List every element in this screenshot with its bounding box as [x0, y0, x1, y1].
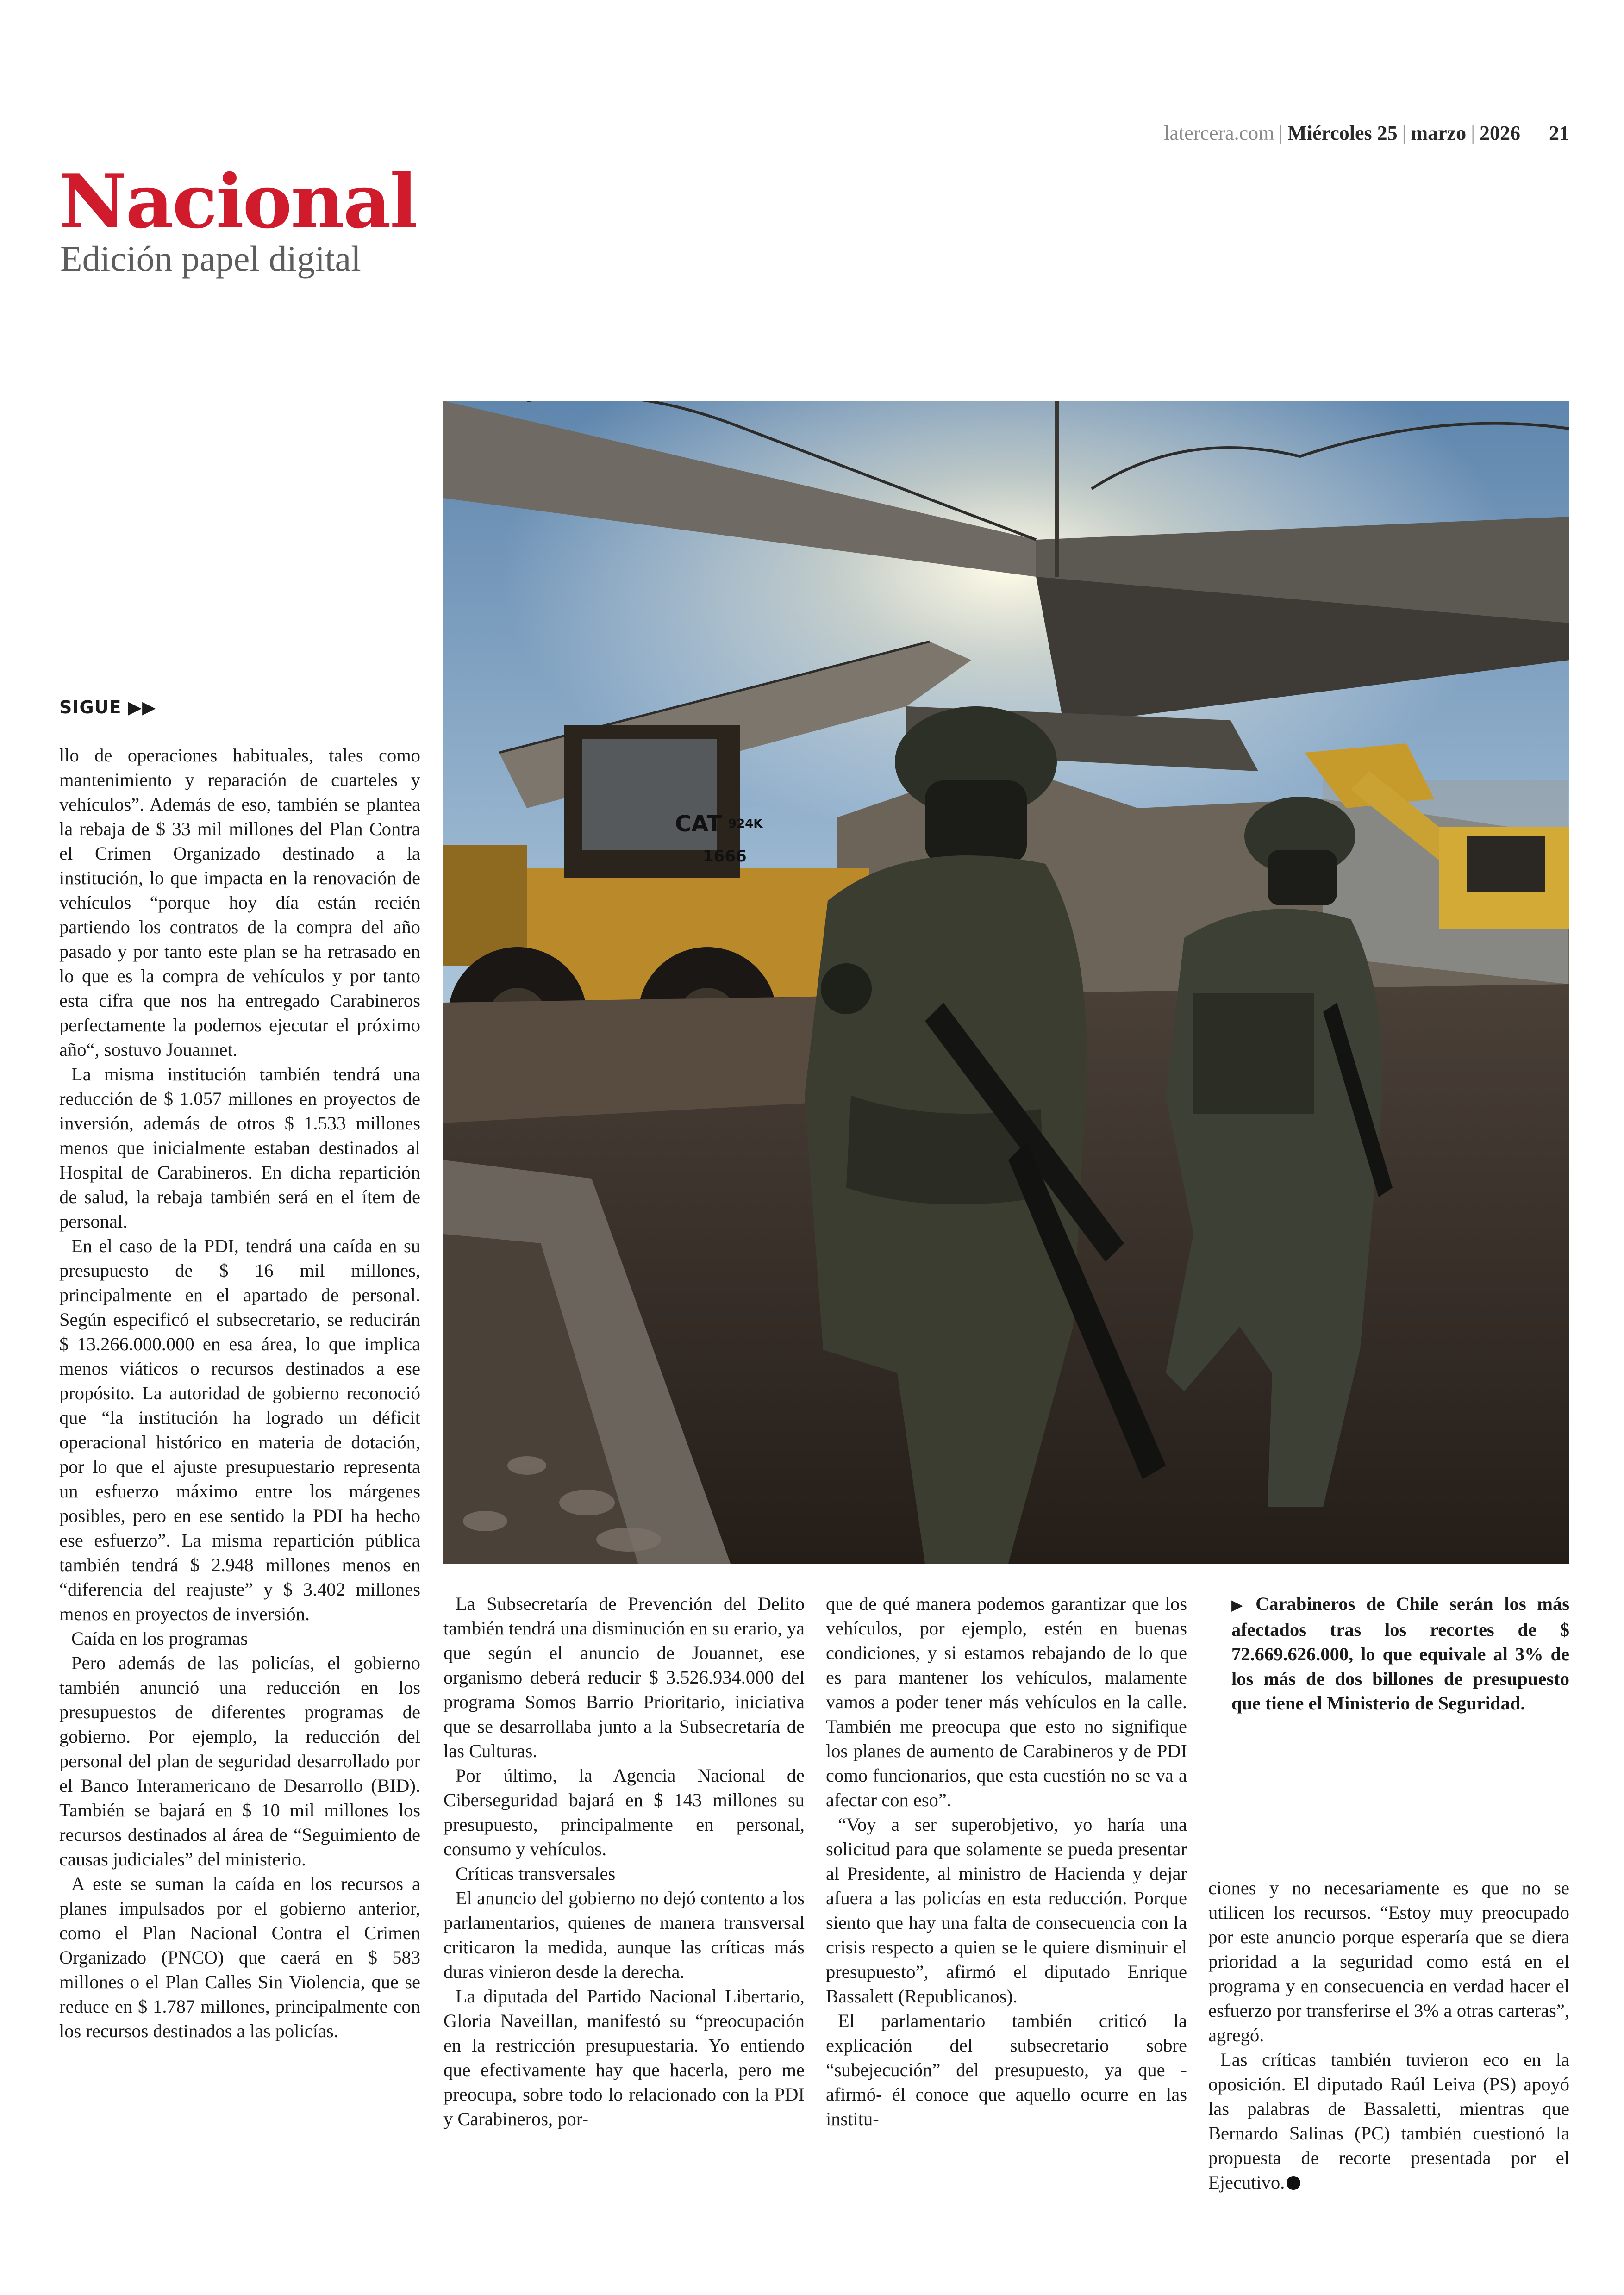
paragraph: El anuncio del gobierno no dejó contento a los parlamentarios, quienes de manera transversal criticaron la medida, aunque las críticas más duras vinieron desde la derecha. — [443, 1888, 805, 1982]
page-number: 21 — [1549, 122, 1569, 144]
page-header: latercera.com | Miércoles 25 | marzo | 2026 21 — [1164, 122, 1569, 144]
caption-arrow-icon: ▶ — [1231, 1596, 1249, 1614]
section-title: Nacional — [59, 158, 417, 245]
subheading: Críticas transversales — [456, 1863, 616, 1884]
loader-number: 1666 — [703, 847, 747, 866]
loader-model: 924K — [728, 817, 763, 831]
paragraph: En el caso de la PDI, tendrá una caída en su presupuesto de $ 16 mil millones, principalmente en el apartado de personal. Según especificó el subsecretario, se reducirán $ 13.266.000.000 en esa área, lo que implica menos viáticos o recursos destinados a ese propósito. La autoridad de gobierno reconoció que “la institución ha logrado un déficit operacional histórico en materia de dotación, por lo que el ajuste presupuestario representa un esfuerzo máximo entre los márgenes posibles, pero en ese sentido la PDI ha hecho ese esfuerzo”. La misma repartición pública también tendrá $ 2.948 millones menos en “diferencia del reajuste” y $ 3.402 millones menos en proyectos de inversión. — [59, 1235, 420, 1624]
end-of-article-icon — [1287, 2176, 1300, 2190]
paragraph: A este se suman la caída en los recursos a planes impulsados por el gobierno anterior, como el Plan Nacional Contra el Crimen Organizado (PNCO) que caerá en $ 583 millones o el Plan Calles Sin Violencia, que se reduce en $ 1.787 millones, principalmente con los recursos destinados a las policías. — [59, 1873, 420, 2041]
header-year: 2026 — [1480, 122, 1520, 144]
article-column-1 — [59, 743, 420, 2043]
site-name: latercera.com — [1164, 122, 1274, 144]
paragraph: que de qué manera podemos garantizar que los vehículos, por ejemplo, estén en buenas condiciones, y si estamos rebajando de lo que es para mantener los vehículos, malamente vamos a poder tener más vehículos en la calle. También me preocupa que esto no signifique los planes de aumento de Carabineros y de PDI como funcionarios, que esta cuestión no se va a afectar con eso”. — [826, 1593, 1187, 1810]
paragraph: “Voy a ser superobjetivo, yo haría una solicitud para que solamente se pueda presentar al Presidente, al ministro de Hacienda y dejar afuera a las policías en esta reducción. Porque siento que hay una falta de consecuencia con la crisis respecto a quien se le quiere disminuir el presupuesto”, afirmó el diputado Enrique Bassalett (Republicanos). — [826, 1814, 1187, 2007]
paragraph — [1208, 2047, 1569, 2195]
edition-subtitle: Edición papel digital — [60, 238, 361, 279]
paragraph: La Subsecretaría de Prevención del Delito también tendrá una disminución en su erario, ya que según el anuncio de Jouannet, ese organismo deberá reducir $ 3.526.934.000 del programa Somos Barrio Prioritario, iniciativa que se desarrollaba junto a la Subsecretaría de las Culturas. — [443, 1593, 805, 1761]
paragraph: ciones y no necesariamente es que no se utilicen los recursos. “Estoy muy preocupado por este anuncio porque esperaría que se diera prioridad a la seguridad como está en el programa y en consecuencia en verdad hacer el esfuerzo por transferirse el 3% a otras carteras”, agregó. — [1208, 1877, 1569, 2046]
header-month: marzo — [1411, 122, 1467, 144]
paragraph: Pero además de las policías, el gobierno también anunció una reducción en los presupuestos de diferentes programas de gobierno. Por ejemplo, la reducción del personal del plan de seguridad desarrollado por el Banco Interamericano de Desarrollo (BID). También se bajará en $ 10 mil millones los recursos destinados al área de “Seguimiento de causas judiciales” del ministerio. — [59, 1653, 420, 1870]
news-photo — [443, 401, 1569, 1564]
photo-illustration — [443, 401, 1569, 1564]
continued-label: SIGUE ▶▶ — [59, 697, 156, 717]
paragraph: El parlamentario también criticó la explicación del subsecretario sobre “subejecución” del presupuesto, ya que -afirmó- él conoce que aquello ocurre en las institu- — [826, 2010, 1187, 2129]
article-column-3 — [826, 1591, 1187, 2131]
article-column-4 — [1208, 1876, 1569, 2195]
loader-brand: CAT — [675, 811, 722, 837]
paragraph: llo de operaciones habituales, tales como mantenimiento y reparación de cuarteles y vehículos”. Además de eso, también se plantea la rebaja de $ 33 mil millones del Plan Contra el Crimen Organizado destinado a la institución, lo que impacta en la renovación de vehículos “porque hoy día están recién partiendo los contratos de la compra del año pasado y por tanto este plan se ha retrasado en lo que es la compra de vehículos y por tanto esta cifra que nos ha entregado Carabineros perfectamente la podemos ejecutar el próximo año“, sostuvo Jouannet. — [59, 745, 420, 1060]
photo-caption — [1231, 1591, 1569, 1715]
caption-text: Carabineros de Chile serán los más afectados tras los recortes de $ 72.669.626.000, lo que equivale al 3% de los más de dos billones de presupuesto que tiene el Ministerio de Seguridad. — [1231, 1593, 1569, 1714]
article-column-2 — [443, 1591, 805, 2131]
subheading: Caída en los programas — [71, 1628, 248, 1649]
paragraph: La misma institución también tendrá una reducción de $ 1.057 millones en proyectos de inversión, además de otros $ 1.533 millones menos que inicialmente estaban destinados al Hospital de Carabineros. En dicha repartición de salud, la rebaja también será en el ítem de personal. — [59, 1064, 420, 1232]
header-day: Miércoles 25 — [1287, 122, 1398, 144]
paragraph: Por último, la Agencia Nacional de Ciberseguridad bajará en $ 143 millones su presupuesto, principalmente en personal, consumo y vehículos. — [443, 1765, 805, 1859]
final-paragraph-text: Las críticas también tuvieron eco en la oposición. El diputado Raúl Leiva (PS) apoyó las palabras de Bassaletti, mientras que Bernardo Salinas (PC) también cuestionó la propuesta de recorte presentada por el Ejecutivo. — [1208, 2049, 1569, 2193]
paragraph: La diputada del Partido Nacional Libertario, Gloria Naveillan, manifestó su “preocupación en la restricción presupuestaria. Yo entiendo que efectivamente hay que hacerla, pero me preocupa, sobre todo lo relacionado con la PDI y Carabineros, por- — [443, 1986, 805, 2129]
